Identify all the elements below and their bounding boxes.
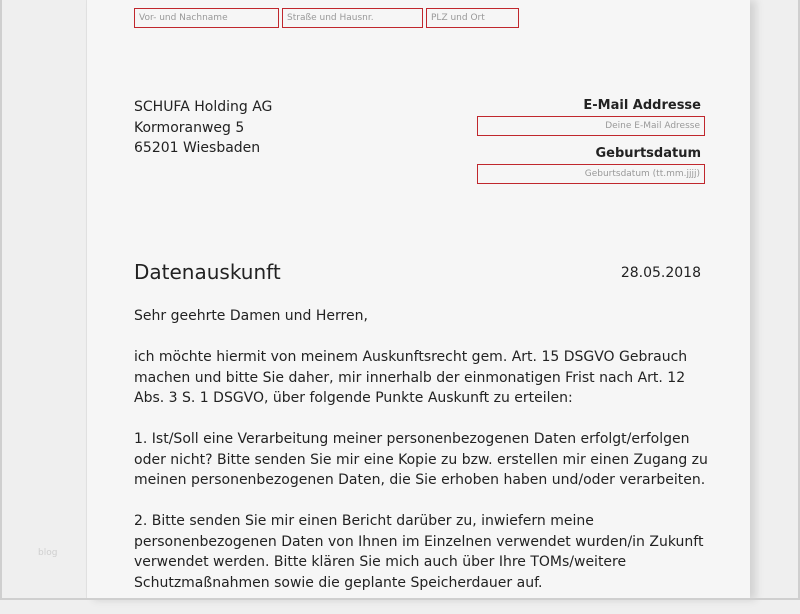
sender-street-input[interactable] [282, 8, 423, 28]
recipient-line: 65201 Wiesbaden [134, 140, 261, 156]
paragraph: 2. Bitte senden Sie mir einen Bericht darüber zu, inwiefern meine personenbezogenen Daten von Ihnen im Einzelnen verwendet wurden/in Zukunft verwendet werden. Bitte klären Sie mich auch über Ihre TOMs/weitere Schutzmaßnahmen sowie die geplante Speicherdauer auf. [134, 513, 704, 591]
recipient-address [134, 97, 272, 159]
email-label: E-Mail Addresse [583, 98, 701, 113]
recipient-line: Kormoranweg 5 [134, 119, 245, 136]
salutation: Sehr geehrte Damen und Herren, [134, 308, 368, 324]
letter-body [134, 306, 714, 614]
blog-watermark: blog [38, 548, 58, 558]
sender-name-input[interactable] [134, 8, 279, 28]
sender-city-input[interactable] [426, 8, 519, 28]
email-input[interactable] [477, 116, 705, 136]
birthdate-input[interactable] [477, 164, 705, 184]
letter-title: Datenauskunft [134, 260, 281, 284]
paragraph: 1. Ist/Soll eine Verarbeitung meiner personenbezogenen Daten erfolgt/erfolgen oder nicht? Bitte senden Sie mir eine Kopie zu bzw. erstellen mir einen Zugang zu meinen personenbezogenen Daten, die Sie erhoben haben und/oder verarbeiten. [134, 431, 708, 488]
paragraph: ich möchte hiermit von meinem Auskunftsrecht gem. Art. 15 DSGVO Gebrauch machen und bitte Sie daher, mir innerhalb der einmonatigen Frist nach Art. 12 Abs. 3 S. 1 DSGVO, über folgende Punkte Auskunft zu erteilen: [134, 349, 688, 406]
birthdate-label: Geburtsdatum [595, 146, 701, 161]
letter-date: 28.05.2018 [620, 265, 701, 281]
recipient-line: SCHUFA Holding AG [134, 99, 273, 115]
